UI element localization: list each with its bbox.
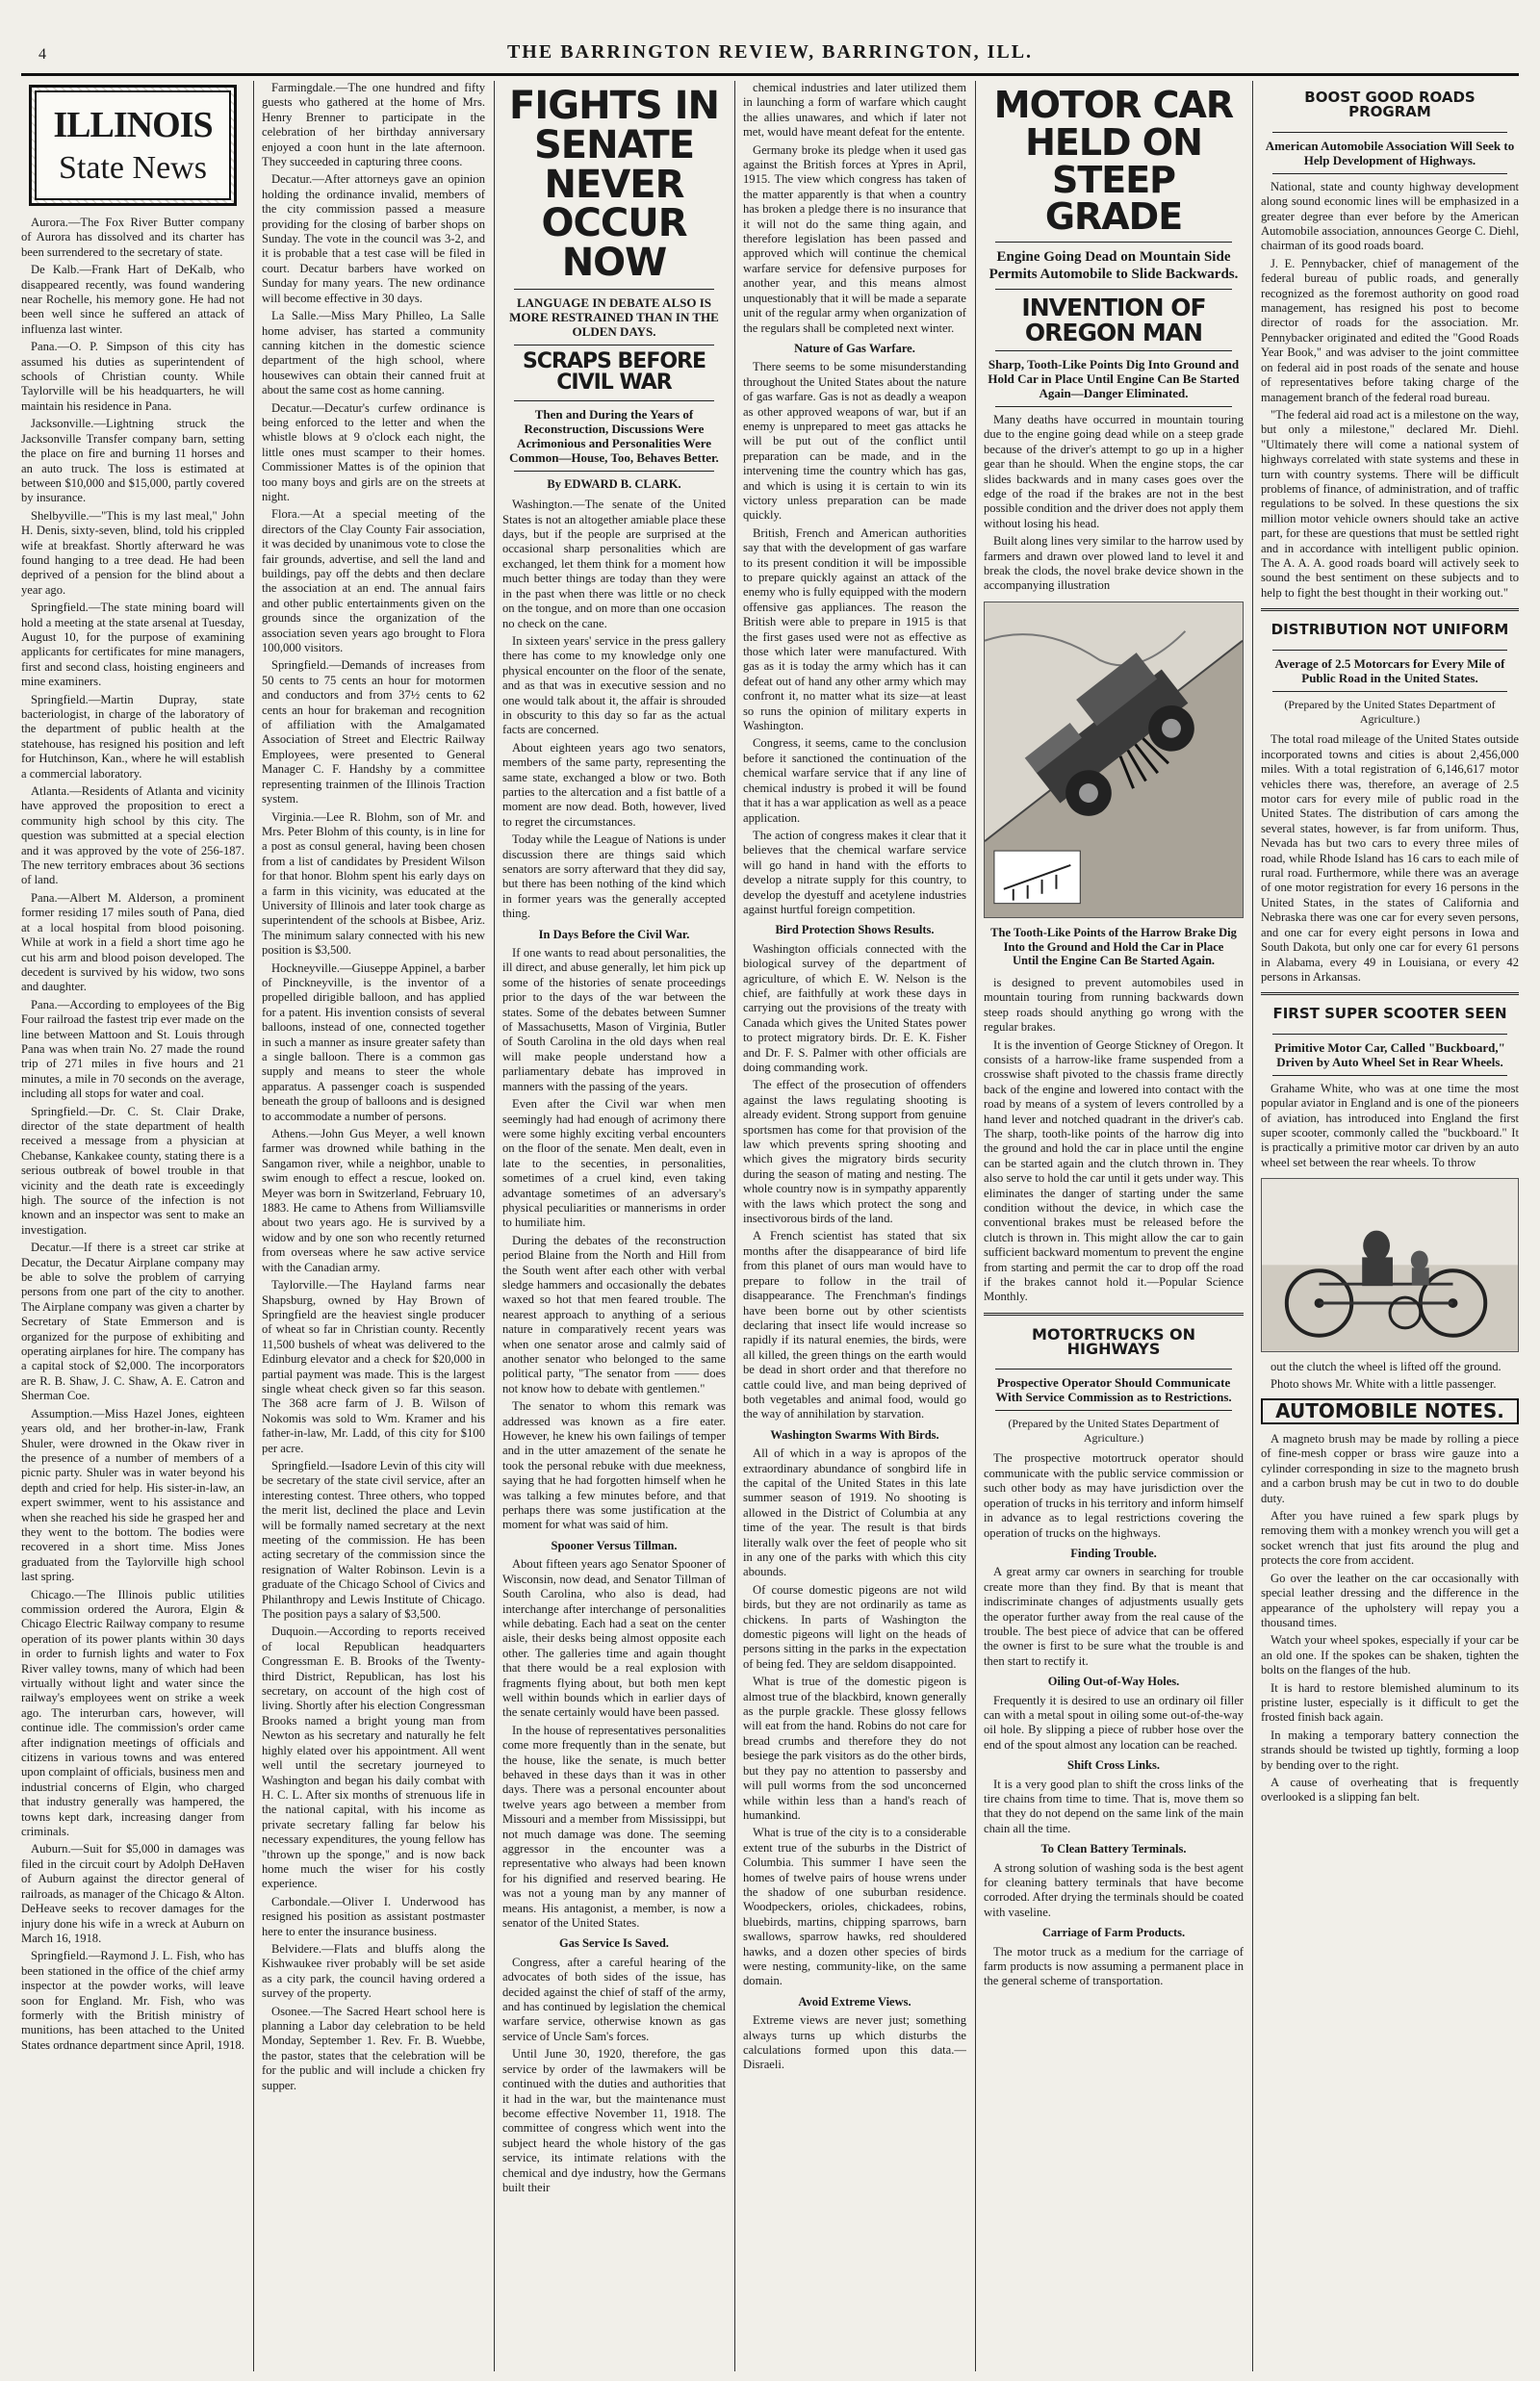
- distribution-headline: DISTRIBUTION NOT UNIFORM: [1270, 621, 1509, 639]
- motor-deck-2: Sharp, Tooth-Like Points Dig Into Ground and Hold Car in Place Until Engine Can Be Started Again—Danger Eliminated.: [988, 357, 1240, 400]
- gas-body-b: [743, 360, 966, 917]
- paragraph: Springfield.—Demands of increases from 50 cents to 75 cents an hour for motormen and conductors and from 37½ cents to 62 cents an hour for brakeman and recognition of affiliation with the Amalgamated Association of Street and Electric Railway Employees, were presented to General Manager C. F. Handshy by a committee representing trainmen of the Illinois Traction system.: [262, 658, 485, 806]
- motor-subhead: INVENTION OF OREGON MAN: [1021, 294, 1206, 346]
- paragraph: Germany broke its pledge when it used gas against the British forces at Ypres in April, 1915. The view which congress has taken of the matter apparently is that when a country has broken a pledge there is no insurance that it will not do the same thing again, and therefore legislation has been passed and approved which will continue the chemical warfare service for defensive purposes for another year, and this means almost unquestionably that it will be made a separate unit of the regular army when organization of the regulars shall be completed next winter.: [743, 142, 966, 335]
- paragraph: Osonee.—The Sacred Heart school here is planning a Labor day celebration to be held Monday, September 1. Rev. Fr. B. Wuebbe, the pastor, states that the celebration will be for the public and will include a chicken fry supper.: [262, 2004, 485, 2092]
- senate-body-b: [502, 946, 726, 1533]
- paragraph: out the clutch the wheel is lifted off the ground.: [1270, 1359, 1502, 1373]
- paragraph: National, state and county highway development along sound economic lines will be emphasized in a greater degree than ever before by the American Automobile association, announces George C. Diehl, chairman of its good roads board.: [1261, 179, 1519, 253]
- paragraph: Springfield.—The state mining board will hold a meeting at the state arsenal at Tuesday, August 10, for the purpose of examining applicants for certificates for mine managers, first and second class, hoisting engineers and mine examiners.: [21, 601, 244, 689]
- farm-products-body: [984, 1945, 1244, 1989]
- paragraph: Springfield.—Dr. C. St. Clair Drake, director of the state department of health received a message from a physician at Chebanse, Kankakee county, stating there is a serious outbreak of bowel trouble in that vicinity and the death rate is exceedingly high. The source of the infection is not known and an inspector was sent to make an investigation.: [21, 1104, 244, 1237]
- gas-body-c: [743, 942, 966, 1422]
- paragraph: Virginia.—Lee R. Blohm, son of Mr. and Mrs. Peter Blohm of this county, is in line for a post as consul general, having been chosen from a list of candidates by President Wilson for that honor. Blohm spent his early days on a farm in this vicinity, was educated at the University of Illinois and later took charge as superintendent of the schools at Bisbee, Ariz. The minimum salary connected with his new position is $3,500.: [262, 809, 485, 958]
- subhead-oiling: Oiling Out-of-Way Holes.: [1047, 1675, 1180, 1689]
- paragraph: Decatur.—After attorneys gave an opinion holding the ordinance invalid, members of the city commission passed a measure providing for the closing of barber shops on Sunday. The vote in the council was 3-2, and it is probable that a test case will be filed in court. Decatur barbers have worked on Sunday for many years. The new ordinance will become effective in 30 days.: [262, 172, 485, 305]
- paragraph: Shelbyville.—"This is my last meal," John H. Denis, sixty-seven, blind, told his crippled wife at breakfast. Shortly afterward he was found hanging to a tree dead. He had been deprived of a pension for the blind about a year ago.: [21, 508, 244, 597]
- paragraph: Many deaths have occurred in mountain touring due to the engine going dead while on a steep grade because of the driver's attempt to go up in a higher gear than he should. When the engine stops, the car slides backwards and in many cases goes over the edge of the road if the brakes are not in the best possible condition and the driver does not apply them without losing his head.: [984, 413, 1244, 530]
- paragraph: What is true of the city is to a considerable extent true of the suburbs in the District of Columbia. This summer I have seen the homes of twelve pairs of house wrens under the shadow of one suburban residence. Woodpeckers, orioles, chickadees, robins, bluebirds, martins, chipping sparrows, barn swallows, sparrow hawks, red shouldered hawks, and a dozen other species of birds were nesting, community-like, on the same domain.: [743, 1826, 966, 1988]
- paragraph: Pana.—O. P. Simpson of this city has assumed his duties as superintendent of schools of Christian county. While Taylorville will be his headquarters, he will maintain his residence in Pana.: [21, 340, 244, 413]
- motortrucks-deck: Prospective Operator Should Communicate With Service Commission as to Restrictions.: [995, 1374, 1232, 1404]
- good-roads-headline: BOOST GOOD ROADS PROGRAM: [1304, 89, 1476, 121]
- subhead-battery: To Clean Battery Terminals.: [1040, 1842, 1187, 1856]
- paragraph: The action of congress makes it clear that it believes that the chemical warfare service will go hand in hand with the efforts to develop a nitrate supply for this country, to develop the dyestuff and acetylene industries against hurtful foreign competition.: [743, 828, 966, 916]
- page-number: 4: [38, 46, 46, 63]
- paragraph: There seems to be some misunderstanding throughout the United States about the nature of gas warfare. Gas is not as deadly a weapon as other approved weapons of war, but if an enemy is unprepared to meet gas attacks he will be put out of the conflict until preparation can be made, and in the intervening time the country which has gas, and which is using it is certain to win its victory unless preparation can be made quickly.: [743, 360, 966, 523]
- paragraph: Washington.—The senate of the United States is not an altogether amiable place these days, but if the people are surprised at the occasional sharp personalities which are exchanged, let them think for a moment how much better things are today than they were in the past when there was little or no check on the tongue, and on more than one occasion no check on the cane.: [502, 498, 726, 630]
- masthead-rule: [21, 73, 1519, 76]
- gas-subhead-4: Avoid Extreme Views.: [798, 1994, 911, 2009]
- distribution-body: [1261, 732, 1519, 985]
- usda-credit-2: (Prepared by the United States Department of Agriculture.): [1284, 697, 1496, 726]
- paragraph: Decatur.—If there is a street car strike at Decatur, the Decatur Airplane company may be able to solve the problem of carrying persons from one part of the city to another. The Airplane company was given a charter by Secretary of State Emmerson and is organized for the purpose of exhibiting and operating airplanes for hire. The company has a capital stock of $2,000. The incorporators are R. B. Shaw, J. C. Shaw, A. E. Catron and Sherman Coe.: [21, 1241, 244, 1403]
- finding-trouble-body: [984, 1565, 1244, 1669]
- paragraph: About eighteen years ago two senators, members of the same party, representing the same state, exchanged a blow or two. Both parties to the altercation and a fist battle of a moment are now dead. Both, however, lived to regret the circumstances.: [502, 740, 726, 829]
- paragraph: British, French and American authorities say that with the development of gas warfare to its present condition it will be impossible to prepare quickly against an attack of the enemy who is fully equipped with the modern offensive gas appliances. The reason the British were able to prepare in 1915 is that the first gases used were not as effective as those which later were manufactured. With gas as it is today the army which has it can defeat out of hand any other army which may confront it, no matter what its size—at least so runs the opinion of military experts in Washington.: [743, 525, 966, 733]
- subhead-cross-links: Shift Cross Links.: [1067, 1758, 1160, 1773]
- gas-body-e: [743, 2013, 966, 2073]
- paragraph: Washington officials connected with the biological survey of the department of agriculture, of which E. W. Nelson is the chief, are faithfully at work these days in carrying out the provisions of the treaty with Canada which gives the United States power to protect migratory birds. Dr. E. K. Fisher and Dr. F. S. Palmer with other officials are doing commanding work.: [743, 941, 966, 1074]
- paragraph: The motor truck as a medium for the carriage of farm products is now assuming a permanent place in the general scheme of transportation.: [984, 1944, 1244, 1988]
- paragraph: Congress, after a careful hearing of the advocates of both sides of the issue, has decided against the chief of staff of the army, and has continued by legislation the chemical warfare service, otherwise known as gas service of Uncle Sam's forces.: [502, 1955, 726, 2043]
- paragraph: Pana.—According to employees of the Big Four railroad the fastest trip ever made on the line between Mattoon and St. Louis through Pana was when train No. 27 made the round trip of 271 miles in five hours and 21 minutes, a mile in 70 seconds on the average, including all stops for water and coal.: [21, 997, 244, 1101]
- paragraph: Duquoin.—According to reports received of local Republican headquarters Congressman E. B. Brooks of the Twenty-third District, Republican, has lost his secretary, on account of the high cost of living. Shortly after his election Congressman Brooks named a bright young man from Newton as his secretary and naturally he felt highly elated over his appointment. All went well until the secretary journeyed to Washington and began his daily combat with H. C. L. After six months of strenuous life in the national capital, with his income as private secretary falling far below his necessary expenditures, the young fellow has "thrown up the sponge," and is now back home much the wiser for his costly experience.: [262, 1625, 485, 1891]
- paragraph: A great army car owners in searching for trouble create more than they find. By that is meant that indiscriminate changes of adjustments usually gets the operator further away from the real cause of the trouble. The best piece of advice that can be offered the owner is first to be sure what the trouble is and then start to rectify it.: [984, 1565, 1244, 1668]
- paragraph: Today while the League of Nations is under discussion there are things said which senators are sorry afterward that they did say, but there has been nothing of the kind which in former years was the generally accepted thing.: [502, 832, 726, 921]
- motor-body-b: [984, 976, 1244, 1305]
- paragraph: De Kalb.—Frank Hart of DeKalb, who disappeared recently, was found wandering near Rochelle, his memory gone. He had not been well since he suffered an attack of influenza last winter.: [21, 263, 244, 336]
- column-2: [262, 81, 485, 2371]
- paragraph: All of which in a way is apropos of the extraordinary abundance of songbird life in the capital of the United States in this late summer season of 1919. No shooting is allowed in the District of Columbia at any time of the year. The result is that birds literally walk over the feet of people who sit in any one of the parks with which this city abounds.: [743, 1447, 966, 1579]
- state-news-items-cont: [262, 81, 485, 2093]
- state-news-items: [21, 216, 244, 2053]
- motor-deck-1: Engine Going Dead on Mountain Side Permits Automobile to Slide Backwards.: [988, 249, 1239, 282]
- paragraph: Of course domestic pigeons are not wild birds, but they are not ordinarily as tame as chickens. In parts of Washington the domestic pigeons will light on the heads of persons sitting in the parks in the expectation of being fed. They are seldom disappointed.: [743, 1582, 966, 1671]
- subhead-farm-products: Carriage of Farm Products.: [1041, 1926, 1186, 1940]
- paragraph: Hockneyville.—Giuseppe Appinel, a barber of Pinckneyville, is the inventor of a propelled dirigible balloon, and has applied for a patent. His invention consists of several balloons, instead of one, connected together in such a manner as insure greater safety than a single balloon. There is a common gas supply and means to steer the whole apparatus. A passenger coach is suspended beneath the group of balloons and is designed to accommodate a number of persons.: [262, 960, 485, 1123]
- senate-body-d: [502, 1956, 726, 2196]
- column-rule: [975, 81, 976, 2371]
- paragraph: Photo shows Mr. White with a little passenger.: [1270, 1377, 1497, 1392]
- paragraph: Chicago.—The Illinois public utilities commission ordered the Aurora, Elgin & Chicago Electric Railway company to resume operation of its power plants within 30 days in order to furnish lights and water to Fox River valley towns, many of which had been virtually without light and water since the railway's employees went on strike a week ago. The interurban cars, however, will continue idle. The commission's order came after indignation meetings of officials and citizens in various towns and was entered upon complaint of officials, business men and industrial concerns of Elgin, who charged that industry generally was hampered, the towns kept dark, increasing danger from criminals.: [21, 1587, 244, 1839]
- paragraph: Springfield.—Martin Dupray, state bacteriologist, in charge of the laboratory of the department of public health at the statehouse, has resigned his position and left for Hutchinson, Kan., where he will establish a commercial laboratory.: [21, 692, 244, 781]
- motortrucks-headline: MOTORTRUCKS ON HIGHWAYS: [1031, 1324, 1196, 1359]
- motor-car-headline: MOTOR CAR HELD ON STEEP GRADE: [993, 84, 1234, 239]
- paragraph: chemical industries and later utilized them in launching a form of warfare which caught the allies unawares, and which if later not met, would have meant defeat for the entente.: [743, 81, 966, 140]
- harrow-brake-illustration: [984, 602, 1244, 919]
- paragraph: Even after the Civil war when men seemingly had had enough of acrimony there were some highly exciting verbal encounters on the floor of the senate. Men dealt, even in late to the secenties, in personalities, sometimes of a cruel kind, even taking advantage sometimes of an adversary's physical peculiarities or mannerisms in order to humiliate him.: [502, 1097, 726, 1230]
- paragraph: Grahame White, who was at one time the most popular aviator in England and is one of the pioneers of aviation, has introduced into England the first super scooter, commonly called the "buckboard." It is practically a primitive motor car driven by an auto wheel set between the rear wheels. To throw: [1261, 1081, 1519, 1169]
- cross-links-body: [984, 1778, 1244, 1837]
- paragraph: About fifteen years ago Senator Spooner of Wisconsin, now dead, and Senator Tillman of South Carolina, who also is dead, had interchange after interchange of personalities while debating. Each had a seat on the center aisle, their desks being almost opposite each other. The galleries time and again thought that there would be a real explosion with fragments flying about, but both men kept well within bounds which in earlier days of the senate certainly would have been passed.: [502, 1557, 726, 1720]
- paragraph: The prospective motortruck operator should communicate with the public service commission or such other body as may have jurisdiction over the operation of trucks in his territory and inform himself in advance as to legal restrictions covering the operation of trucks on the highways.: [984, 1451, 1244, 1540]
- subhead-finding-trouble: Finding Trouble.: [1070, 1546, 1157, 1560]
- senate-subhead: SCRAPS BEFORE CIVIL WAR: [522, 348, 706, 396]
- scooter-photo: [1261, 1178, 1519, 1352]
- paragraph: Assumption.—Miss Hazel Jones, eighteen years old, and her brother-in-law, Frank Shuler, were drowned in the Okaw river in the presence of a number of members of a picnic party. Shuler was in water beyond his depth and cried for help. His sister-in-law, an expert swimmer, went to his assistance and when she reached his side he grasped her and they went to the bottom. The bodies were recovered in a short time. Miss Jones graduated from the Taylorville high school last spring.: [21, 1406, 244, 1584]
- automobile-notes-body: [1261, 1432, 1519, 1805]
- state-news-title: ILLINOIS: [53, 105, 213, 145]
- column-3: [502, 81, 726, 2371]
- illustration-caption: The Tooth-Like Points of the Harrow Brake Dig Into the Ground and Hold the Car in Place Until the Engine Can Be Started Again.: [990, 926, 1237, 968]
- paragraph: If one wants to read about personalities, the ill direct, and abuse generally, let him pick up some of the histories of senate proceedings prior to the days of the war between the states. Some of the debates between Sumner of Massachusetts, Mason of Virginia, Butler of South Carolina in the old days when real will make people understand how a parliamentary debate has improved in manners with the passing of the years.: [502, 946, 726, 1093]
- column-5: [984, 81, 1244, 2371]
- senate-deck-1: LANGUAGE IN DEBATE ALSO IS MORE RESTRAINED THAN IN THE OLDEN DAYS.: [509, 294, 719, 339]
- newspaper-title: THE BARRINGTON REVIEW, BARRINGTON, ILL.: [506, 41, 1034, 63]
- column-1: [21, 81, 244, 2371]
- paragraph: It is hard to restore blemished aluminum to its pristine luster, especially is it difficult to get the frosted finish back again.: [1261, 1680, 1519, 1725]
- paragraph: A magneto brush may be made by rolling a piece of fine-mesh copper or brass wire gauze into a cylinder corresponding in size to the magneto brush and a carbon brush may be cut in two to do double duty.: [1261, 1432, 1519, 1505]
- paragraph: Frequently it is desired to use an ordinary oil filler can with a metal spout in oiling some out-of-the-way oil hole. By slipping a piece of rubber hose over the end of the spout almost any location can be reached.: [984, 1693, 1244, 1752]
- gas-subhead-3: Washington Swarms With Birds.: [770, 1427, 939, 1442]
- scooter-deck: Primitive Motor Car, Called "Buckboard," Driven by Auto Wheel Set in Rear Wheels.: [1274, 1039, 1505, 1069]
- paragraph: During the debates of the reconstruction period Blaine from the North and Hill from the South went after each other with verbal sledge hammers and occasionally the debates waxed so hot that men feared trouble. The nearest approach to anything of a serious nature in comparatively recent years was when one senator arose and calmly said of another senator who belonged to the same political party, "The senator from —— does not know how to debate with gentlemen.": [502, 1233, 726, 1395]
- column-rule: [253, 81, 254, 2371]
- paragraph: Jacksonville.—Lightning struck the Jacksonville Transfer company barn, setting the place on fire and burning 11 horses and an auto truck. The loss is estimated at between $10,000 and $15,000, partly covered by insurance.: [21, 417, 244, 505]
- paragraph: La Salle.—Miss Mary Philleo, La Salle home adviser, has started a community canning kitchen in the domestic science department of the high school, where housewives can obtain their canned fruit at about the same cost as home canning.: [262, 309, 485, 397]
- paragraph: What is true of the domestic pigeon is almost true of the blackbird, known generally as the purple grackle. These glossy fellows will eat from the hand. Robins do not care for bread crumbs and therefore they do not besiege the park visitors as do the other birds, but they pay no attention to passersby and will pull worms from the sod unconcerned while within less than a hand's reach of humankind.: [743, 1675, 966, 1822]
- columns: [21, 81, 1519, 2371]
- good-roads-body: [1261, 180, 1519, 601]
- paragraph: A French scientist has stated that six months after the disappearance of bird life from this planet of ours man would have to prepare to follow in the trail of disappearance. The Frenchman's findings have been borne out by other scientists declaring that insect life would increase so rapidly if its natural enemies, the birds, were all killed, the green things on the earth would be dead in short order and that therefore no cattle could live, and man being deprived of both vegetables and animal food, would go the way of annihilation by starvation.: [743, 1229, 966, 1421]
- paragraph: It is a very good plan to shift the cross links of the tire chains from time to time. That is, move them so that they do not depend on the same link of the main chain all the time.: [984, 1777, 1244, 1835]
- buckboard-drawing: [1262, 1179, 1518, 1351]
- good-roads-deck: American Automobile Association Will Seek to Help Development of Highways.: [1265, 138, 1515, 167]
- oiling-body: [984, 1694, 1244, 1754]
- paragraph: The total road mileage of the United States outside incorporated towns and cities is about 2,456,000 miles. With a total registration of 6,146,617 motor vehicles there was, therefore, an average of 2.5 motor cars for every mile of public road in the United States. The distribution of cars among the several states, however, is far from uniform. Thus, Nevada has but two cars to every three miles of road, while Rhode Island has 16 cars to each mile of rural road. Furthermore, while there was an average of one motor registration for every 16 persons in the United States, in the states of California and Nebraska there was one car for every seven persons, and one car for every eight persons in Iowa and South Dakota, but only one car for every 61 persons in Alabama, every 49 in Louisiana, or every 42 persons in Arkansas.: [1261, 732, 1519, 984]
- paragraph: A cause of overheating that is frequently overlooked is a slipping fan belt.: [1261, 1775, 1519, 1805]
- paragraph: Springfield.—Isadore Levin of this city will be secretary of the state civil service, after an interesting contest. Three others, who topped the merit list, declined the place and Levin will be formally named secretary at the next meeting of the commission. He has been acting secretary of the commission since the resignation of Walter Robinson. Levin is a graduate of the Chicago School of Civics and Philanthropy and Lewis Institute of Chicago. The position pays a salary of $3,500.: [262, 1458, 485, 1622]
- senate-subhead-2: Spooner Versus Tillman.: [551, 1538, 678, 1552]
- senate-body-a: [502, 498, 726, 921]
- paragraph: is designed to prevent automobiles used in mountain touring from running backwards down steep roads should anything go wrong with the regular brakes.: [984, 975, 1244, 1035]
- paragraph: Auburn.—Suit for $5,000 in damages was filed in the circuit court by Adolph DeHaven of Auburn against the director general of railroads, as manager of the Chicago & Alton. DeHeave seeks to recover damages for the injury done his wife in a wreck at Auburn on March 16, 1918.: [21, 1842, 244, 1945]
- paragraph: Atlanta.—Residents of Atlanta and vicinity have approved the proposition to erect a community high school by this city. The question was submitted at a special election and it was approved by the vote of 256-187. The new territory embraces about 36 sections of land.: [21, 784, 244, 887]
- scooter-body-b: [1261, 1360, 1519, 1393]
- paragraph: Aurora.—The Fox River Butter company of Aurora has dissolved and its charter has been surrendered to the secretary of state.: [21, 216, 244, 259]
- paragraph: Farmingdale.—The one hundred and fifty guests who gathered at the home of Mrs. Henry Brenner to participate in the celebration of her birthday anniversary enjoyed a coon hunt in the late afternoon. They succeeded in capturing three coons.: [262, 81, 485, 169]
- paragraph: Flora.—At a special meeting of the directors of the Clay County Fair association, it was decided by unanimous vote to close the fair grounds, advertise, and sell the land and buildings, pay off the debts and then declare the association at an end. The annual fairs and other public entertainments given on the grounds since the organization of the association seven years ago brought to Flora 100,000 visitors.: [262, 507, 485, 655]
- gas-subhead-1: Nature of Gas Warfare.: [794, 341, 915, 355]
- paragraph: "The federal aid road act is a milestone on the way, but only a milestone," declared Mr. Diehl. "Ultimately there will come a national system of highways correlated with state systems and these in turn with country systems. There will be difficult problems of finance, of administration, and of traffic regulations to be solved. In these questions the six million motor vehicle owners should take an active part, for these are questions that must be settled right and in accordance with intelligent public opinion. The A. A. A. good roads board will actively seek to sound the best sentiment on these subjects and to help to fight the best thought in their working out.": [1261, 407, 1519, 600]
- column-rule: [1252, 81, 1253, 2371]
- car-on-slope-drawing: [985, 602, 1243, 918]
- usda-credit: (Prepared by the United States Department of Agriculture.): [1008, 1416, 1219, 1446]
- senate-subhead-1: In Days Before the Civil War.: [538, 927, 690, 941]
- scooter-headline: FIRST SUPER SCOOTER SEEN: [1272, 1005, 1507, 1023]
- motor-body-a: [984, 413, 1244, 594]
- paragraph: Taylorville.—The Hayland farms near Shapsburg, owned by Hay Brown of Springfield are the heaviest single producer of wheat so far in Christian county. Recently 11,500 bushels of wheat was delivered to the Edinburg elevator and a check for $20,000 in partial payment was made. This is the largest single wheat check given so far this season. The 368 acre farm of J. B. Wilson of Nokomis was sold to Wm. Kramer and his father-in-law, Mr. Ladd, of this city for $100 per acre.: [262, 1278, 485, 1455]
- state-news-subtitle: State News: [59, 150, 207, 186]
- column-4: [743, 81, 966, 2371]
- paragraph: In making a temporary battery connection the strands should be twisted up tightly, forming a loop by bending over to the right.: [1261, 1728, 1519, 1772]
- scooter-body-a: [1261, 1082, 1519, 1170]
- paragraph: Belvidere.—Flats and bluffs along the Kishwaukee river probably will be set aside as a city park, the council having ordered a survey of the property.: [262, 1941, 485, 2001]
- paragraph: Until June 30, 1920, therefore, the gas service by order of the lawmakers will be continued with the duties and authorities that it had in the war, but the maintenance must become effective November 11, 1918. The committee of congress which went into the subject heard the whole history of the gas service, its intimate relations with the chemical and dye industry, how the Germans built their: [502, 2047, 726, 2194]
- paragraph: Watch your wheel spokes, especially if your car be an old one. If the spokes can be shaken, tighten the bolts on the flanges of the hub.: [1261, 1633, 1519, 1677]
- distribution-deck: Average of 2.5 Motorcars for Every Mile of Public Road in the United States.: [1274, 655, 1505, 685]
- paragraph: Go over the leather on the car occasionally with special leather dressing and the difference in the appearance of the upholstery will repay you a thousand times.: [1261, 1571, 1519, 1629]
- battery-body: [984, 1861, 1244, 1921]
- paragraph: In the house of representatives personalities come more frequently than in the senate, but the house, like the senate, is much better behaved in these days than it was in other days. There was a personal encounter about twelve years ago between a member from Missouri and a member from Mississippi, but not much damage was done. The seeming aggressor in the encounter was a representative who always had been known for his dignified and reserved bearing. He was not a young man by any manner of means. His antagonist, a member, is now a senator of the United States.: [502, 1723, 726, 1931]
- paragraph: Carbondale.—Oliver I. Underwood has resigned his position as assistant postmaster here to enter the insurance business.: [262, 1894, 485, 1938]
- paragraph: Congress, it seems, came to the conclusion before it sanctioned the continuation of the chemical warfare service that if any line of chemical industry is probed it will be found that it has a war application as well as a peace application.: [743, 736, 966, 825]
- paragraph: The effect of the prosecution of offenders against the laws regulating shooting is already evident. Strong support from genuine sportsmen has come for that provision of the law which prevents spring shooting and which gives the migratory birds security during the season of mating and nesting. The whole country now is in sympathy apparently with the laws which protect the song and insectivorous birds of the land.: [743, 1078, 966, 1226]
- state-news-box: [29, 85, 237, 206]
- byline: By EDWARD B. CLARK.: [547, 476, 681, 491]
- paragraph: Built along lines very similar to the harrow used by farmers and drawn over plowed land to level it and break the clods, the novel brake device shown in the accompanying illustration: [984, 534, 1244, 593]
- paragraph: Decatur.—Decatur's curfew ordinance is being enforced to the letter and when the whistle blows at 9 o'clock each night, the little ones must scamper to their homes. Commissioner Mattes is of the opinion that too many boys and girls are on the streets at night.: [262, 400, 485, 503]
- column-rule: [494, 81, 495, 2371]
- senate-headline: FIGHTS IN SENATE NEVER OCCUR NOW: [509, 84, 719, 286]
- gas-body-d: [743, 1447, 966, 1989]
- masthead: [0, 0, 1540, 67]
- paragraph: J. E. Pennybacker, chief of management of the federal bureau of public roads, and generally recognized as the foremost authority on good road management, has resigned his post to become director of roads for the association. Mr. Pennybacker originated and edited the "Good Roads Year Book," and was adviser to the joint committee on federal aid in post roads of the senate and house of representatives before taking charge of the management branch of the federal road bureau.: [1261, 256, 1519, 404]
- paragraph: Extreme views are never just; something always turns up which disturbs the calculations formed upon this data.—Disraeli.: [743, 2013, 966, 2072]
- paragraph: The senator to whom this remark was addressed was known as a fire eater. However, he knew his own failings of temper and in the utter amazement of the senate he took the personal rebuke with due meekness, saying that he had forgotten himself when he was talking a few minutes before, and that perhaps there was some justification at the moment for what was said of him.: [502, 1399, 726, 1532]
- automobile-notes-headline: AUTOMOBILE NOTES.: [1261, 1398, 1519, 1424]
- column-rule: [734, 81, 735, 2371]
- paragraph: A strong solution of washing soda is the best agent for cleaning battery terminals that have become corroded. After drying the terminals should be coated with vaseline.: [984, 1860, 1244, 1919]
- column-6: [1261, 81, 1519, 2371]
- paragraph: It is the invention of George Stickney of Oregon. It consists of a harrow-like frame suspended from a crosswise shaft pivoted to the chassis frame directly back of the engine and lowered into contact with the road by means of a system of levers controlled by a hand lever and notched quadrant in the driver's cab. The sharp, tooth-like points of the harrow dig into the ground and hold the car in place until the engine can be started again and the clutch thrown in. They also serve to hold the car until it gets under way. This eliminates the danger of starting under the same condition without the device, in which case the conventional brakes must be released before the clutch is thrown in. This might allow the car to gain sufficient backward momentum to prevent the engine from starting and permit the car to drop off the road if the brakes cannot hold it.—Popular Science Monthly.: [984, 1037, 1244, 1304]
- paragraph: Pana.—Albert M. Alderson, a prominent former residing 17 miles south of Pana, died at a local hospital from blood poisoning. While at work in a field a short time ago he cut his arm and blood poison developed. The decedent is survived by his widow, two sons and daughter.: [21, 890, 244, 994]
- paragraph: Athens.—John Gus Meyer, a well known farmer was drowned while bathing in the Sangamon river, while a neighbor, unable to swim enough to effect a rescue, looked on. Meyer was born in Switzerland, February 10, 1883. He came to Athens from Williamsville about two years ago. He is survived by a widow and by one son who recently returned from overseas where he saw active service with the Canadian army.: [262, 1127, 485, 1274]
- gas-subhead-2: Bird Protection Shows Results.: [775, 923, 935, 937]
- paragraph: In sixteen years' service in the press gallery there has come to my knowledge only one physical encounter on the floor of the senate, and as that was in executive session and no one would talk about it, the affair is shrouded in obscurity to this day so far as the actual facts are concerned.: [502, 633, 726, 737]
- senate-subhead-3: Gas Service Is Saved.: [559, 1936, 669, 1951]
- senate-deck-2: Then and During the Years of Reconstruction, Discussions Were Acrimonious and Personalities Were Common—House, Too, Behaves Better.: [509, 406, 719, 465]
- paragraph: Springfield.—Raymond J. L. Fish, who has been stationed in the office of the chief army inspector at the powder works, will leave soon for England. Mr. Fish, who was formerly with the British ministry of munitions, has been attached to the United States ordnance department since April, 1918.: [21, 1949, 244, 2052]
- gas-body-a: [743, 81, 966, 336]
- motortrucks-body: [984, 1451, 1244, 1540]
- senate-body-c: [502, 1557, 726, 1931]
- paragraph: After you have ruined a few spark plugs by removing them with a monkey wrench you will get a socket wrench that just fits around the plug and protects the core from accident.: [1261, 1509, 1519, 1568]
